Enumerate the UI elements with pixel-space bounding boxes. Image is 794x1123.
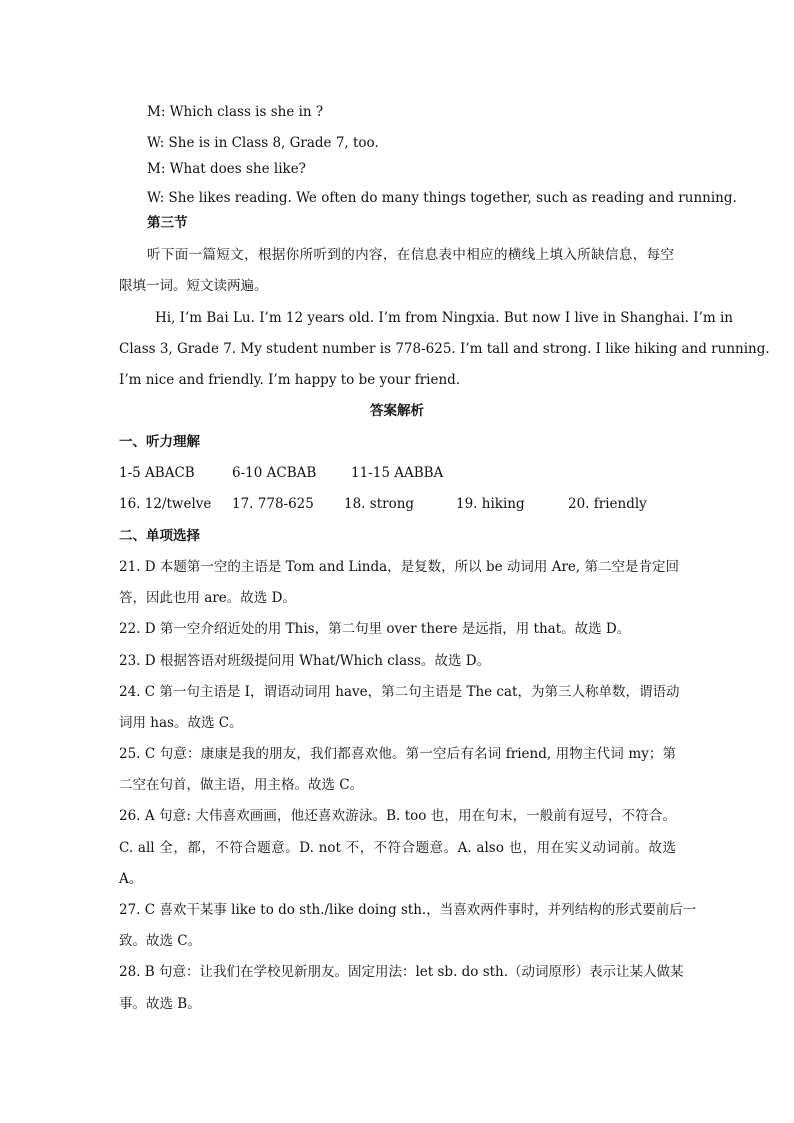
explanation-line: 事。故选 B。	[119, 996, 201, 1012]
explanation-line: 二空在句首，做主语，用主格。故选 C。	[119, 777, 364, 793]
instruction-text: 听下面一篇短文，根据你所听到的内容，在信息表中相应的横线上填入所缺信息，每空	[147, 247, 674, 263]
explanation-line: 21. D 本题第一空的主语是 Tom and Linda，是复数，所以 be 动词用 Are, 第二空是肯定回	[119, 559, 679, 575]
answer-group: 11-15 AABBA	[351, 465, 444, 481]
answer-group: 6-10 ACBAB	[232, 465, 317, 481]
answer-item: 20. friendly	[568, 496, 647, 512]
dialogue-line: W: She likes reading. We often do many things together, such as reading and running.	[147, 190, 737, 206]
explanation-line: 28. B 句意：让我们在学校见新朋友。固定用法：let sb. do sth.（动词原形）表示让某人做某	[119, 964, 684, 980]
part-heading: 二、单项选择	[119, 528, 200, 544]
answer-group: 1-5 ABACB	[119, 465, 195, 481]
answer-item: 19. hiking	[456, 496, 525, 512]
answers-title: 答案解析	[370, 403, 424, 419]
passage-text: Hi, I’m Bai Lu. I’m 12 years old. I’m from Ningxia. But now I live in Shanghai. I’m in	[155, 310, 733, 326]
answer-item: 17. 778-625	[232, 496, 314, 512]
explanation-line: 致。故选 C。	[119, 933, 202, 949]
explanation-line: 27. C 喜欢干某事 like to do sth./like doing sth.，当喜欢两件事时，并列结构的形式要前后一	[119, 902, 697, 918]
instruction-text: 限填一词。短文读两遍。	[119, 278, 268, 294]
answer-item: 18. strong	[344, 496, 415, 512]
dialogue-line: W: She is in Class 8, Grade 7, too.	[147, 135, 379, 151]
passage-text: Class 3, Grade 7. My student number is 778-625. I’m tall and strong. I like hiking and running.	[119, 341, 770, 357]
dialogue-line: M: What does she like?	[147, 161, 306, 177]
explanation-line: 24. C 第一句主语是 I，谓语动词用 have，第二句主语是 The cat，为第三人称单数，谓语动	[119, 684, 680, 700]
explanation-line: A。	[119, 871, 143, 887]
explanation-line: 答，因此也用 are。故选 D。	[119, 590, 296, 606]
dialogue-line: M: Which class is she in ?	[147, 104, 324, 120]
part-heading: 一、听力理解	[119, 434, 200, 450]
explanation-line: 25. C 句意：康康是我的朋友，我们都喜欢他。第一空后有名词 friend, 用物主代词 my；第	[119, 746, 676, 762]
explanation-line: 23. D 根据答语对班级提问用 What/Which class。故选 D。	[119, 653, 491, 669]
section-heading: 第三节	[147, 215, 188, 231]
answer-item: 16. 12/twelve	[119, 496, 212, 512]
explanation-line: 26. A 句意: 大伟喜欢画画，他还喜欢游泳。B. too 也，用在句末，一般前有逗号，不符合。	[119, 808, 676, 824]
passage-text: I’m nice and friendly. I’m happy to be your friend.	[119, 372, 461, 388]
explanation-line: 22. D 第一空介绍近处的用 This，第二句里 over there 是远指，用 that。故选 D。	[119, 621, 631, 637]
explanation-line: C. all 全，都，不符合题意。D. not 不，不符合题意。A. also 也，用在实义动词前。故选	[119, 840, 676, 856]
explanation-line: 词用 has。故选 C。	[119, 715, 243, 731]
